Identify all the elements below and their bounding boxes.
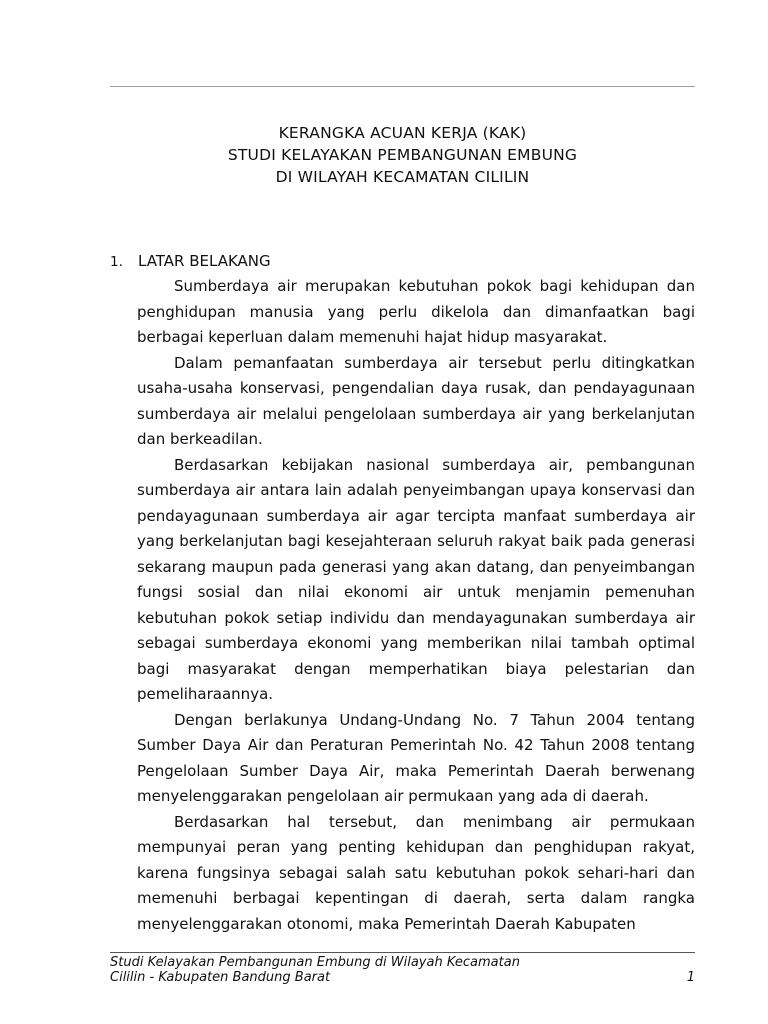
- header-rule: [110, 86, 695, 87]
- section-heading: [110, 250, 271, 273]
- page-number: 1: [686, 970, 695, 985]
- paragraph: Dengan berlakunya Undang-Undang No. 7 Tahun 2004 tentang Sumber Daya Air dan Peraturan Pemerintah No. 42 Tahun 2008 tentang Pengelolaan Sumber Daya Air, maka Pemerintah Daerah berwenang menyelenggarakan pengelolaan air permukaan yang ada di daerah.: [137, 710, 695, 805]
- section-title: LATAR BELAKANG: [138, 252, 271, 270]
- body-text: [137, 274, 695, 937]
- paragraph: Berdasarkan kebijakan nasional sumberdaya air, pembangunan sumberdaya air antara lain adalah penyeimbangan upaya konservasi dan pendayagunaan sumberdaya air agar tercipta manfaat sumberdaya air yang berkelanjutan bagi kesejahteraan seluruh rakyat baik pada generasi sekarang maupun pada generasi yang akan datang, dan penyeimbangan fungsi sosial dan nilai ekonomi air untuk menjamin pemenuhan kebutuhan pokok setiap individu dan mendayagunakan sumberdaya air sebagai sumberdaya ekonomi yang memberikan nilai tambah optimal bagi masyarakat dengan memperhatikan biaya pelestarian dan pemeliharaannya.: [137, 455, 695, 703]
- title-line: DI WILAYAH KECAMATAN CILILIN: [275, 168, 530, 186]
- document-title: [110, 122, 695, 188]
- section-number: 1.: [110, 254, 123, 270]
- paragraph: Dalam pemanfaatan sumberdaya air tersebut perlu ditingkatkan usaha-usaha konservasi, pengendalian daya rusak, dan pendayagunaan sumberdaya air melalui pengelolaan sumberdaya air yang berkelanjutan dan berkeadilan.: [137, 353, 695, 448]
- paragraph: Sumberdaya air merupakan kebutuhan pokok bagi kehidupan dan penghidupan manusia yang perlu dikelola dan dimanfaatkan bagi berbagai keperluan dalam memenuhi hajat hidup masyarakat.: [137, 277, 695, 346]
- footer-text: Studi Kelayakan Pembangunan Embung di Wilayah Kecamatan Cililin - Kabupaten Bandung Barat: [110, 955, 520, 985]
- paragraph: Berdasarkan hal tersebut, dan menimbang air permukaan mempunyai peran yang penting kehidupan dan penghidupan rakyat, karena fungsinya sebagai salah satu kebutuhan pokok sehari-hari dan memenuhi berbagai kepentingan di daerah, serta dalam rangka menyelenggarakan otonomi, maka Pemerintah Daerah Kabupaten: [137, 812, 695, 933]
- title-line: KERANGKA ACUAN KERJA (KAK): [278, 124, 527, 142]
- footer-rule: [110, 952, 695, 953]
- title-line: STUDI KELAYAKAN PEMBANGUNAN EMBUNG: [227, 146, 578, 164]
